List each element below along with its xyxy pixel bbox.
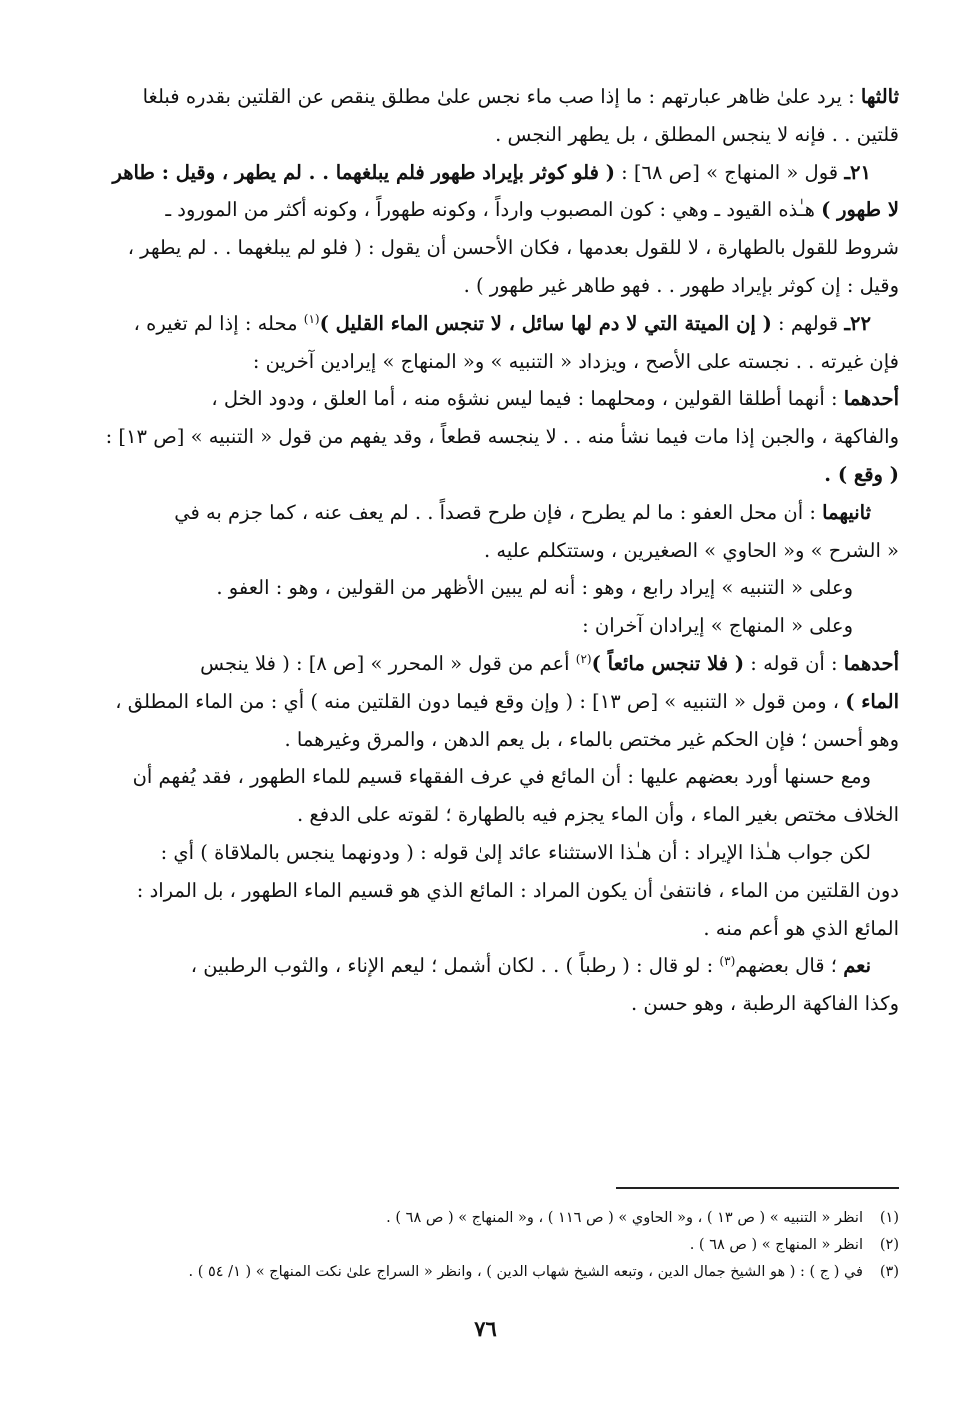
- footnote: [67, 1205, 899, 1232]
- footnote-text: انظر « المنهاج » ( ص ٦٨ ) .: [689, 1237, 863, 1253]
- text-line: الماء ) ، ومن قول « التنبيه » [ص ١٣] : ( وإن وقع فيما دون القلتين منه ) أي : من الماء المطلق ،: [115, 689, 899, 713]
- text-line: والفاكهة ، والجبن إذا مات فيما نشأ منه . . لا ينجسه قطعاً ، وقد يفهم من قول « التنبيه » [ص ١٣] :: [105, 425, 899, 449]
- footnote-ref: (٢): [575, 651, 592, 666]
- text-line: وقيل : إن كوثر بإيراد طهور . . فهو طاهر غير طهور ) .: [463, 273, 899, 297]
- text-line: وعلى « التنبيه » إيراد رابع ، وهو : أنه لم يبين الأظهر من القولين ، وهو : العفو .: [216, 576, 853, 600]
- text-line: وعلى « المنهاج » إيرادان آخران :: [582, 614, 853, 638]
- text-line: دون القلتين من الماء ، فانتفىٰ أن يكون المراد : المائع الذي هو قسيم الماء الطهور ، بل المراد :: [136, 878, 899, 902]
- text-line: ٢١ـ قول « المنهاج » [ص ٦٨] : ( فلو كوثر بإيراد طهور فلم يبلغهما . . لم يطهر ، وقيل : طاهر: [112, 160, 871, 184]
- footnote-text: في ( ج ) : ( هو الشيخ جمال الدين ، وتبعه الشيخ شهاب الدين ) ، وانظر « السراج علىٰ نكت المنهاج » ( ١/ ٥٤ ) .: [188, 1264, 863, 1280]
- text-line: وكذا الفاكهة الرطبة ، وهو حسن .: [631, 992, 899, 1016]
- text-line: الخلاف مختص بغير الماء ، وأن الماء يجزم فيه بالطهارة ؛ لقوته على الدفع .: [297, 803, 899, 827]
- text-line: ومع حسنها أورد بعضهم عليها : أن المائع في عرف الفقهاء قسيم للماء الطهور ، فقد يُفهم أن: [132, 765, 871, 789]
- text-line: فإن غيرته . . نجسته على الأصح ، ويزداد « التنبيه » و« المنهاج » إيرادين آخرين :: [252, 349, 899, 373]
- text-line: وهو أحسن ؛ فإن الحكم غير مختص بالماء ، بل يعم الدهن ، والمرق وغيرهما .: [284, 727, 899, 751]
- footnote-number: (٣): [879, 1264, 899, 1280]
- footnote-number: (١): [879, 1210, 899, 1226]
- text-line: قلتين . . فإنه لا ينجس المطلق ، بل يطهر النجس .: [495, 122, 899, 146]
- footnote-divider: [616, 1187, 899, 1189]
- footnotes: [67, 1205, 899, 1286]
- text-line: نعم ؛ قال بعضهم$^{(٣)}$ : لو قال : ( رطباً ) . . لكان أشمل ؛ ليعم الإناء ، والثوب الرطبين ،: [190, 954, 871, 978]
- footnote-ref: (١): [303, 311, 320, 326]
- text-line: ٢٢ـ قولهم : ( إن الميتة التي لا دم لها سائل ، لا تنجس الماء القليل )$^{(١)}$ محله : إذا لم تغيره ،: [133, 311, 871, 335]
- text-line: ثانيهما : أن محل العفو : ما لم يطرح ، فإن طرح قصداً . . لم يعف عنه ، كما جزم به في: [174, 500, 871, 524]
- footnote-number: (٢): [879, 1237, 899, 1253]
- text-line: « الشرح » و« الحاوي » الصغيرين ، وستتكلم عليه .: [483, 538, 899, 562]
- footnote-text: انظر « التنبيه » ( ص ١٣ ) ، و« الحاوي » ( ص ١١٦ ) ، و« المنهاج » ( ص ٦٨ ) .: [386, 1210, 863, 1226]
- body-text: [67, 78, 899, 1023]
- text-line: المائع الذي هو أعم منه .: [703, 916, 899, 940]
- text-line: لكن جواب هـٰذا الإيراد : أن هـٰذا الاستثناء عائد إلىٰ قوله : ( ودونهما ينجس بالملاقاة ) أي :: [160, 840, 871, 864]
- footnote: [67, 1232, 899, 1259]
- text-line: لا طهور ) هـٰذه القيود ـ وهي : كون المصبوب وارداً ، وكونه طهوراً ، وكونه أكثر من المورود ـ: [165, 198, 899, 222]
- footnote: [67, 1259, 899, 1286]
- page-number: ٧٦: [474, 1316, 497, 1341]
- text-line: ثالثها : يرد علىٰ ظاهر عبارتهم : ما إذا صب ماء نجس علىٰ مطلق ينقص عن القلتين بقدره فبلغا: [142, 85, 899, 108]
- text-line: شروط للقول بالطهارة ، لا للقول بعدمها ، فكان الأحسن أن يقول : ( فلو لم يبلغهما . . لم يطهر ،: [127, 236, 899, 260]
- footnote-ref: (٣): [719, 954, 736, 969]
- text-line: ( وقع ) .: [824, 462, 899, 486]
- text-line: أحدهما : أنهما أطلقا القولين ، ومحلهما : فيما ليس نشؤه منه ، أما العلق ، ودود الخل ،: [211, 387, 899, 411]
- text-line: أحدهما : أن قوله : ( فلا تنجس مائعاً )$^{(٢)}$ أعم من قول « المحرر » [ص ٨] : ( فلا ينجس: [200, 651, 899, 675]
